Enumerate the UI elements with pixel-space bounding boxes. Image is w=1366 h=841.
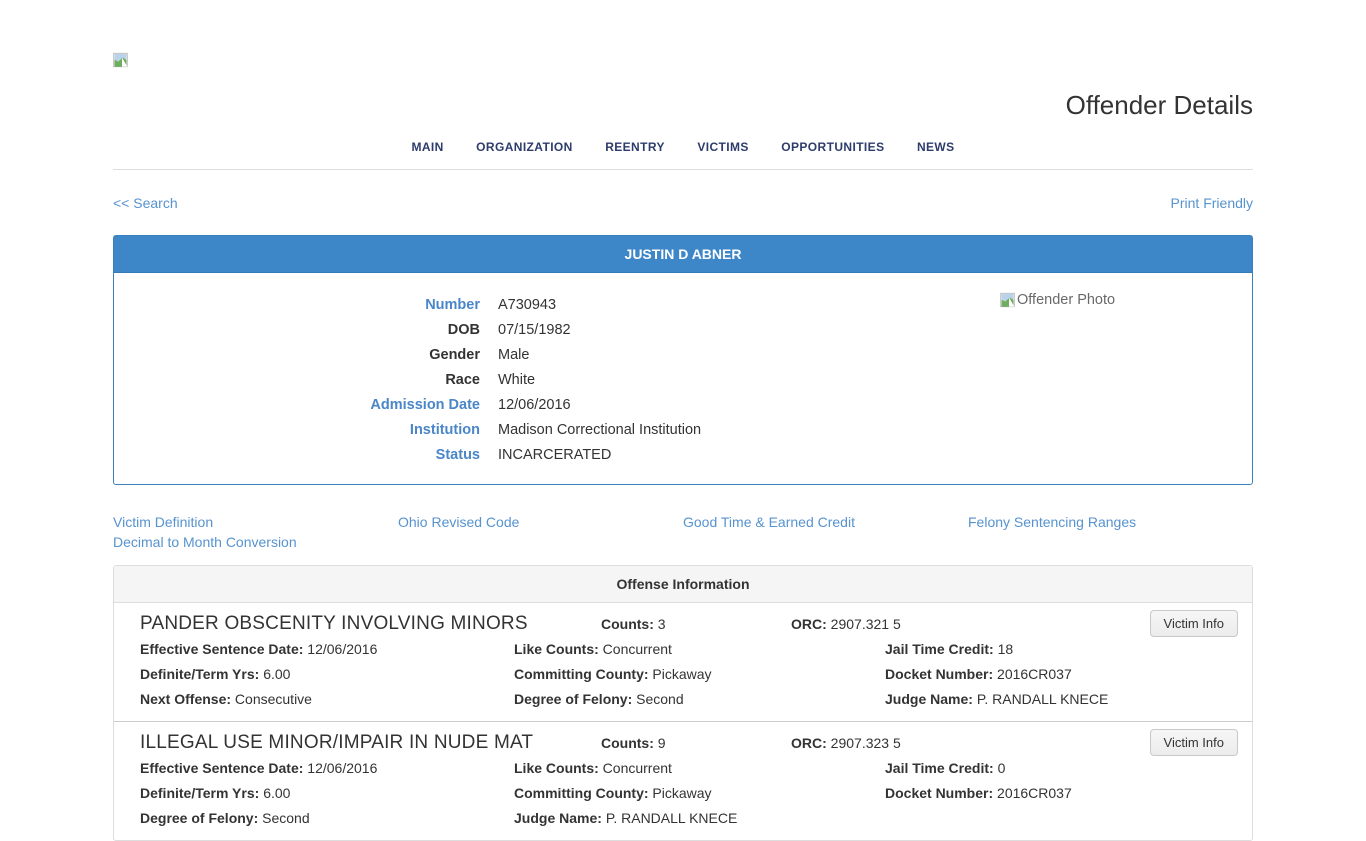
offense-detail-row xyxy=(140,687,1238,712)
detail-value: P. RANDALL KNECE xyxy=(605,810,738,826)
offense-item xyxy=(114,603,1252,721)
institution-label[interactable]: Institution xyxy=(409,422,480,438)
detail-value: Second xyxy=(262,810,310,826)
detail-label: Next Offense: xyxy=(140,691,232,707)
status-value: INCARCERATED xyxy=(498,447,612,463)
nav-item-main[interactable]: MAIN xyxy=(411,140,444,154)
decimal-to-month-conversion-link[interactable]: Decimal to Month Conversion xyxy=(113,534,297,550)
header-logo-row xyxy=(113,0,1253,68)
orc-value: 2907.321 5 xyxy=(830,615,901,632)
institution-value: Madison Correctional Institution xyxy=(498,422,702,438)
detail-label: Like Counts: xyxy=(514,641,599,657)
field-row-institution xyxy=(114,418,1252,443)
field-row-gender xyxy=(114,343,1252,368)
detail-value: Pickaway xyxy=(652,785,712,801)
field-row-status xyxy=(114,443,1252,468)
detail-value: 0 xyxy=(997,760,1006,776)
counts-label: Counts: xyxy=(601,734,654,751)
detail-label: Degree of Felony: xyxy=(514,691,633,707)
ohio-revised-code-link[interactable]: Ohio Revised Code xyxy=(398,514,520,530)
main-nav xyxy=(113,138,1253,156)
print-friendly-link[interactable]: Print Friendly xyxy=(1170,195,1253,211)
nav-item-news[interactable]: NEWS xyxy=(916,140,955,154)
offense-header-row xyxy=(140,729,1238,756)
nav-item-opportunities[interactable]: OPPORTUNITIES xyxy=(781,140,885,154)
victim-info-button[interactable]: Victim Info xyxy=(1150,729,1238,756)
offender-photo-placeholder xyxy=(1000,292,1115,308)
offense-header-row xyxy=(140,610,1238,637)
counts-value: 3 xyxy=(657,615,666,632)
offense-detail-row xyxy=(140,756,1238,781)
offense-orc xyxy=(791,616,1150,632)
felony-sentencing-ranges-link[interactable]: Felony Sentencing Ranges xyxy=(968,514,1137,530)
nav-item-victims[interactable]: VICTIMS xyxy=(697,140,749,154)
detail-value: Second xyxy=(636,691,684,707)
number-value: A730943 xyxy=(498,297,557,313)
field-row-dob xyxy=(114,318,1252,343)
nav-item-organization[interactable]: ORGANIZATION xyxy=(476,140,573,154)
dob-label: DOB xyxy=(447,322,480,338)
page-title: Offender Details xyxy=(1065,90,1253,120)
detail-value: P. RANDALL KNECE xyxy=(976,691,1109,707)
detail-label: Effective Sentence Date: xyxy=(140,641,304,657)
offender-panel xyxy=(113,235,1253,485)
offense-information-header: Offense Information xyxy=(114,566,1252,603)
back-to-search-link[interactable]: << Search xyxy=(113,195,178,211)
detail-value: 2016CR037 xyxy=(997,785,1072,801)
detail-label: Degree of Felony: xyxy=(140,810,259,826)
detail-value: 12/06/2016 xyxy=(307,760,378,776)
offender-panel-body xyxy=(114,273,1252,484)
offense-name: PANDER OBSCENITY INVOLVING MINORS xyxy=(140,612,528,634)
counts-label: Counts: xyxy=(601,615,654,632)
nav-item-reentry[interactable]: REENTRY xyxy=(605,140,665,154)
offense-detail-row xyxy=(140,806,1238,831)
admission-date-label[interactable]: Admission Date xyxy=(370,397,480,413)
good-time-earned-credit-link[interactable]: Good Time & Earned Credit xyxy=(683,514,855,530)
admission-date-value: 12/06/2016 xyxy=(498,397,571,413)
detail-label: Committing County: xyxy=(514,785,649,801)
detail-label: Jail Time Credit: xyxy=(885,641,994,657)
detail-value: 18 xyxy=(997,641,1014,657)
detail-label: Definite/Term Yrs: xyxy=(140,666,260,682)
counts-value: 9 xyxy=(657,734,666,751)
offense-information-panel xyxy=(113,565,1253,841)
broken-image-icon xyxy=(1000,292,1015,308)
detail-value: 12/06/2016 xyxy=(307,641,378,657)
offense-detail-row xyxy=(140,662,1238,687)
orc-value: 2907.323 5 xyxy=(830,734,901,751)
victim-info-button[interactable]: Victim Info xyxy=(1150,610,1238,637)
resource-links xyxy=(113,512,1253,552)
offense-name: ILLEGAL USE MINOR/IMPAIR IN NUDE MAT xyxy=(140,731,534,753)
victim-definition-link[interactable]: Victim Definition xyxy=(113,514,214,530)
detail-label: Effective Sentence Date: xyxy=(140,760,304,776)
detail-value: Consecutive xyxy=(234,691,312,707)
offender-name-header: JUSTIN D ABNER xyxy=(114,236,1252,273)
detail-label: Definite/Term Yrs: xyxy=(140,785,260,801)
detail-label: Committing County: xyxy=(514,666,649,682)
field-row-race xyxy=(114,368,1252,393)
header-divider xyxy=(113,169,1253,170)
offense-orc xyxy=(791,735,1150,751)
detail-value: Concurrent xyxy=(602,641,672,657)
detail-value: Pickaway xyxy=(652,666,712,682)
broken-image-icon xyxy=(113,52,128,68)
offender-photo-alt-text: Offender Photo xyxy=(1017,292,1116,308)
detail-label: Docket Number: xyxy=(885,785,994,801)
detail-value: 2016CR037 xyxy=(997,666,1072,682)
race-value: White xyxy=(498,372,536,388)
gender-label: Gender xyxy=(429,347,480,363)
detail-label: Jail Time Credit: xyxy=(885,760,994,776)
detail-label: Judge Name: xyxy=(514,810,602,826)
offense-detail-row xyxy=(140,781,1238,806)
number-label[interactable]: Number xyxy=(425,297,480,313)
detail-value: Concurrent xyxy=(602,760,672,776)
orc-label: ORC: xyxy=(791,615,827,632)
detail-label: Judge Name: xyxy=(885,691,973,707)
toolbar xyxy=(113,195,1253,211)
gender-value: Male xyxy=(498,347,530,363)
detail-label: Docket Number: xyxy=(885,666,994,682)
detail-label: Like Counts: xyxy=(514,760,599,776)
orc-label: ORC: xyxy=(791,734,827,751)
dob-value: 07/15/1982 xyxy=(498,322,571,338)
detail-value: 6.00 xyxy=(263,666,291,682)
offense-counts xyxy=(601,616,791,632)
detail-value: 6.00 xyxy=(263,785,291,801)
offense-counts xyxy=(601,735,791,751)
field-row-admission-date xyxy=(114,393,1252,418)
offense-detail-row xyxy=(140,637,1238,662)
offense-item xyxy=(114,721,1252,840)
status-label[interactable]: Status xyxy=(435,447,480,463)
race-label: Race xyxy=(445,372,480,388)
